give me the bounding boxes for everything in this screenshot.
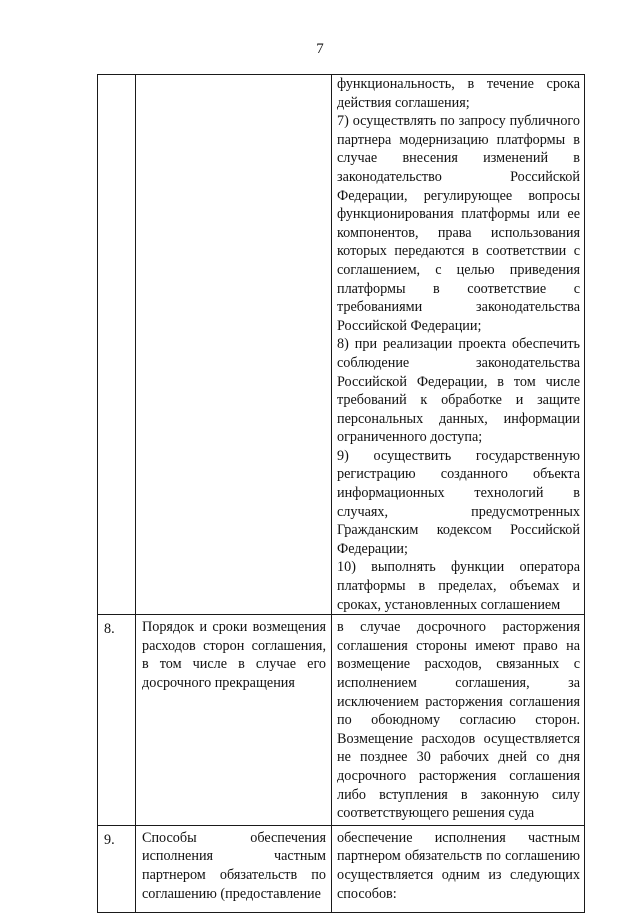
content-paragraph: 10) выполнять функции оператора платформы в пределах, объемах и сроках, установленных соглашением — [337, 559, 580, 613]
row-title: Способы обеспечения исполнения частным партнером обязательств по соглашению (предоставление — [142, 829, 326, 902]
terms-table — [97, 74, 585, 913]
row-content-cell — [332, 615, 585, 826]
row-number: 8. — [104, 621, 115, 638]
row-title-cell — [136, 75, 332, 615]
row-title: Порядок и сроки возмещения расходов сторон соглашения, в том числе в случае его досрочного прекращения — [142, 619, 326, 691]
content-paragraph: 7) осуществлять по запросу публичного партнера модернизацию платформы в случае внесения изменений в законодательство Российской Федерации, регулирующее вопросы функционирования платформы или ее компонентов, права использования которых передаются в соответствии с соглашением, с целью приведения платформы в соответствие с требованиями законодательства Российской Федерации; — [337, 113, 580, 334]
content-paragraph: в случае досрочного расторжения соглашения стороны имеют право на возмещение расходов, связанных с исполнением соглашения, за исключением расторжения соглашения по обоюдному согласию сторон. Возмещение расходов осуществляется не позднее 30 рабочих дней со дня досрочного расторжения соглашения либо вступления в законную силу соответствующего решения суда — [337, 619, 580, 822]
row-content-cell — [332, 825, 585, 912]
table-row — [98, 75, 585, 615]
row-title-cell — [136, 825, 332, 912]
content-paragraph: обеспечение исполнения частным партнером обязательств по соглашению осуществляется одним из следующих способов: — [337, 829, 580, 902]
row-number: 9. — [104, 831, 115, 848]
page-number: 7 — [316, 41, 324, 57]
row-content-cell — [332, 75, 585, 615]
content-paragraph: 8) при реализации проекта обеспечить соблюдение законодательства Российской Федерации, в том числе требований к обработке и защите персональных данных, информации ограниченного доступа; — [337, 336, 580, 446]
table-row — [98, 615, 585, 826]
row-number-cell — [98, 615, 136, 826]
row-title — [136, 75, 331, 78]
row-title-cell — [136, 615, 332, 826]
content-paragraph: 9) осуществить государственную регистрацию созданного объекта информационных технологий в случаях, предусмотренных Гражданским кодексом Российской Федерации; — [337, 447, 580, 557]
row-number — [98, 75, 135, 80]
row-number-cell — [98, 75, 136, 615]
row-number-cell — [98, 825, 136, 912]
content-paragraph: функциональность, в течение срока действия соглашения; — [337, 76, 580, 111]
table-row — [98, 825, 585, 912]
